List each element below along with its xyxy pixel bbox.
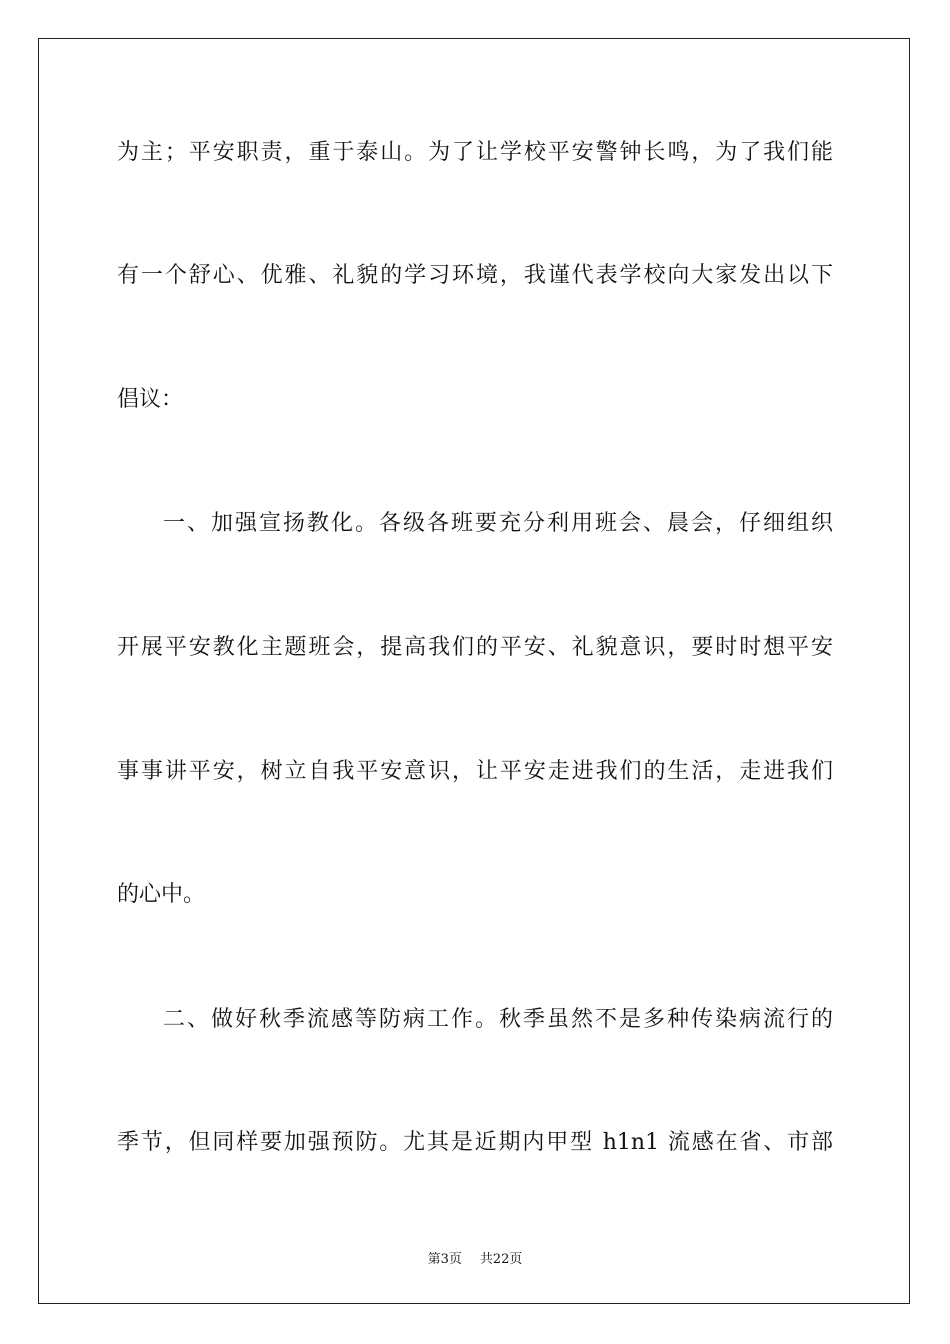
- text-line: 为主；平安职责，重于泰山。为了让学校平安警钟长鸣，为了我们能: [117, 140, 833, 165]
- text-line: 事事讲平安，树立自我平安意识，让平安走进我们的生活，走进我们: [117, 759, 833, 784]
- page-number: 第3页: [427, 1252, 462, 1267]
- text-line: 有一个舒心、优雅、礼貌的学习环境，我谨代表学校向大家发出以下: [117, 263, 833, 288]
- text-line: 季节，但同样要加强预防。尤其是近期内甲型 h1n1 流感在省、市部: [117, 1130, 833, 1155]
- page-footer: [0, 1248, 950, 1267]
- paragraph-first-line: 一、加强宣扬教化。各级各班要充分利用班会、晨会，仔细组织: [163, 511, 833, 536]
- paragraph-first-line: 二、做好秋季流感等防病工作。秋季虽然不是多种传染病流行的: [163, 1007, 833, 1032]
- page-border: [38, 38, 910, 1304]
- page-total: 共22页: [479, 1252, 523, 1267]
- text-line: 倡议：: [117, 387, 184, 412]
- text-line: 开展平安教化主题班会，提高我们的平安、礼貌意识，要时时想平安: [117, 635, 833, 660]
- text-line: 的心中。: [117, 882, 206, 907]
